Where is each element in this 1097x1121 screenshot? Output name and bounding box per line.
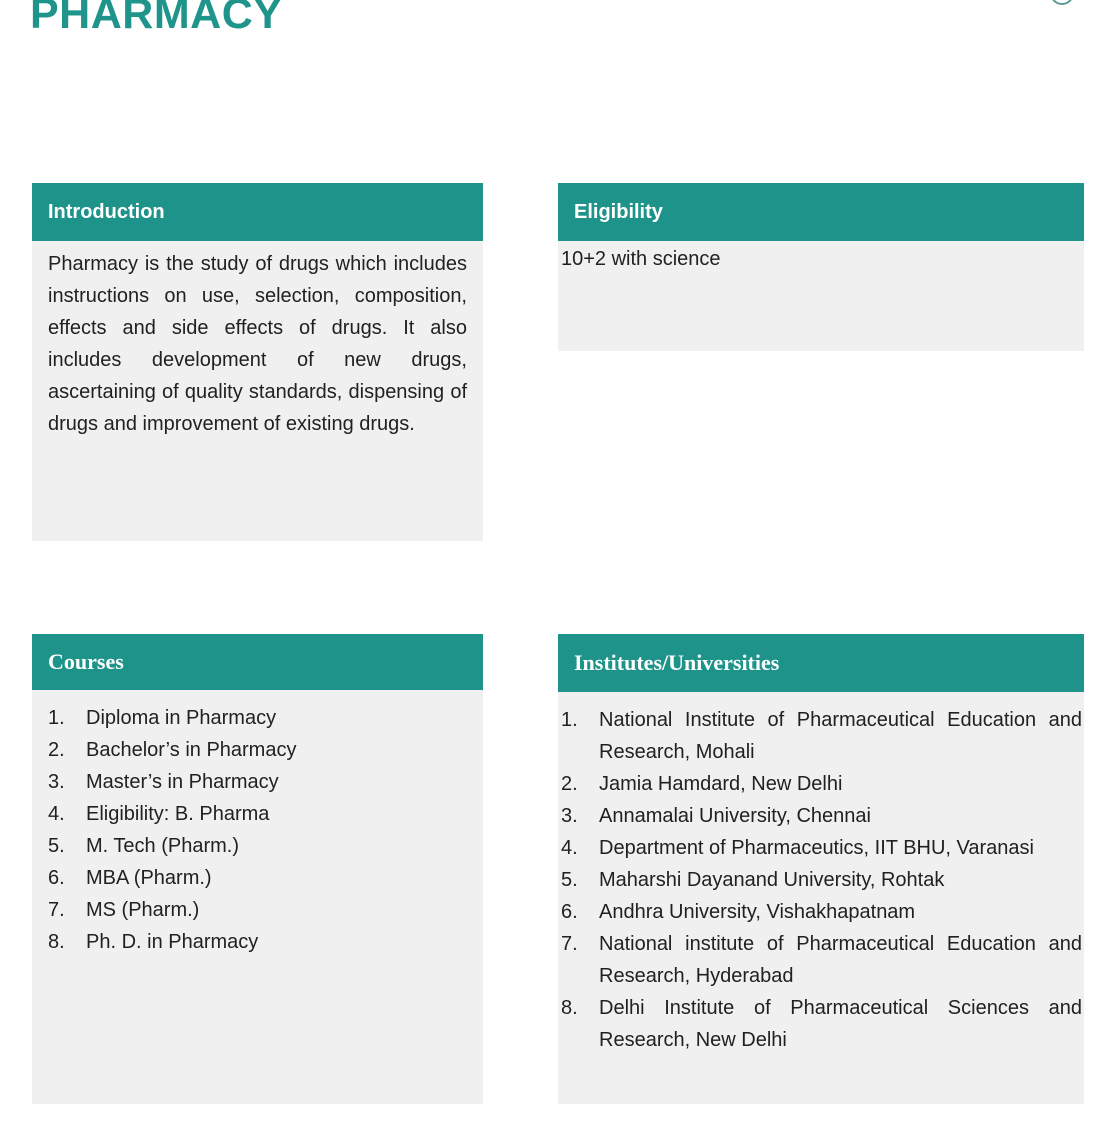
list-item-number: 2.: [561, 773, 578, 795]
eligibility-card-body: [558, 241, 1084, 351]
list-item-text: MBA (Pharm.): [86, 867, 212, 889]
institutes-card-body: [558, 692, 1084, 1104]
introduction-text: Pharmacy is the study of drugs which includes instructions on use, selection, composition, effects and side effects of drugs. It also includes development of new drugs, ascertaining of quality standards, dispensing of drugs and improvement of existing drugs.: [48, 253, 467, 435]
eligibility-card-title: Eligibility: [574, 200, 663, 223]
list-item-text: Jamia Hamdard, New Delhi: [599, 773, 843, 795]
courses-card-header: [32, 634, 483, 690]
institutes-list-item: [561, 768, 1082, 800]
institutes-card: [558, 634, 1084, 1104]
introduction-card-header: [32, 183, 483, 241]
list-item-number: 5.: [48, 835, 65, 857]
courses-list-item: [48, 798, 469, 830]
eligibility-card: [558, 183, 1084, 351]
list-item-text: Master’s in Pharmacy: [86, 771, 279, 793]
list-item-text: Diploma in Pharmacy: [86, 707, 277, 729]
list-item-number: 1.: [561, 709, 578, 731]
list-item-text: MS (Pharm.): [86, 899, 200, 921]
list-item-number: 4.: [48, 803, 65, 825]
list-item-number: 3.: [48, 771, 65, 793]
institutes-card-title: Institutes/Universities: [574, 650, 780, 675]
list-item-text: National institute of Pharmaceutical Education and Research, Hyderabad: [599, 933, 1082, 987]
courses-list-item: [48, 766, 469, 798]
list-item-text: Maharshi Dayanand University, Rohtak: [599, 869, 945, 891]
list-item-text: Delhi Institute of Pharmaceutical Sciences and Research, New Delhi: [599, 997, 1082, 1051]
list-item-text: M. Tech (Pharm.): [86, 835, 239, 857]
list-item-text: Department of Pharmaceutics, IIT BHU, Varanasi: [599, 837, 1034, 859]
courses-list: [48, 702, 469, 958]
institutes-list-item: [561, 704, 1082, 768]
list-item-text: Bachelor’s in Pharmacy: [86, 739, 297, 761]
list-item-text: Eligibility: B. Pharma: [86, 803, 270, 825]
list-item-number: 3.: [561, 805, 578, 827]
institutes-list-item: [561, 864, 1082, 896]
list-item-text: Ph. D. in Pharmacy: [86, 931, 259, 953]
institutes-list-item: [561, 928, 1082, 992]
partial-circle-icon: [1050, 0, 1074, 5]
courses-list-item: [48, 894, 469, 926]
list-item-text: Andhra University, Vishakhapatnam: [599, 901, 916, 923]
courses-list-item: [48, 734, 469, 766]
eligibility-text: 10+2 with science: [561, 248, 721, 270]
list-item-number: 1.: [48, 707, 65, 729]
list-item-text: National Institute of Pharmaceutical Education and Research, Mohali: [599, 709, 1082, 763]
list-item-number: 4.: [561, 837, 578, 859]
institutes-list-item: [561, 800, 1082, 832]
courses-list-item: [48, 926, 469, 958]
introduction-card: [32, 183, 483, 541]
institutes-list-item: [561, 832, 1082, 864]
list-item-number: 2.: [48, 739, 65, 761]
courses-card-title: Courses: [48, 649, 124, 674]
introduction-card-title: Introduction: [48, 200, 165, 223]
institutes-list: [561, 704, 1082, 1056]
list-item-text: Annamalai University, Chennai: [599, 805, 871, 827]
courses-list-item: [48, 830, 469, 862]
courses-list-item: [48, 862, 469, 894]
page-title: PHARMACY: [30, 0, 283, 38]
courses-list-item: [48, 702, 469, 734]
institutes-list-item: [561, 992, 1082, 1056]
list-item-number: 6.: [561, 901, 578, 923]
list-item-number: 7.: [561, 933, 578, 955]
institutes-card-header: [558, 634, 1084, 692]
eligibility-card-header: [558, 183, 1084, 241]
list-item-number: 7.: [48, 899, 65, 921]
list-item-number: 8.: [561, 997, 578, 1019]
courses-card-body: [32, 690, 483, 1104]
introduction-card-body: [32, 241, 483, 541]
list-item-number: 6.: [48, 867, 65, 889]
list-item-number: 5.: [561, 869, 578, 891]
list-item-number: 8.: [48, 931, 65, 953]
courses-card: [32, 634, 483, 1104]
institutes-list-item: [561, 896, 1082, 928]
